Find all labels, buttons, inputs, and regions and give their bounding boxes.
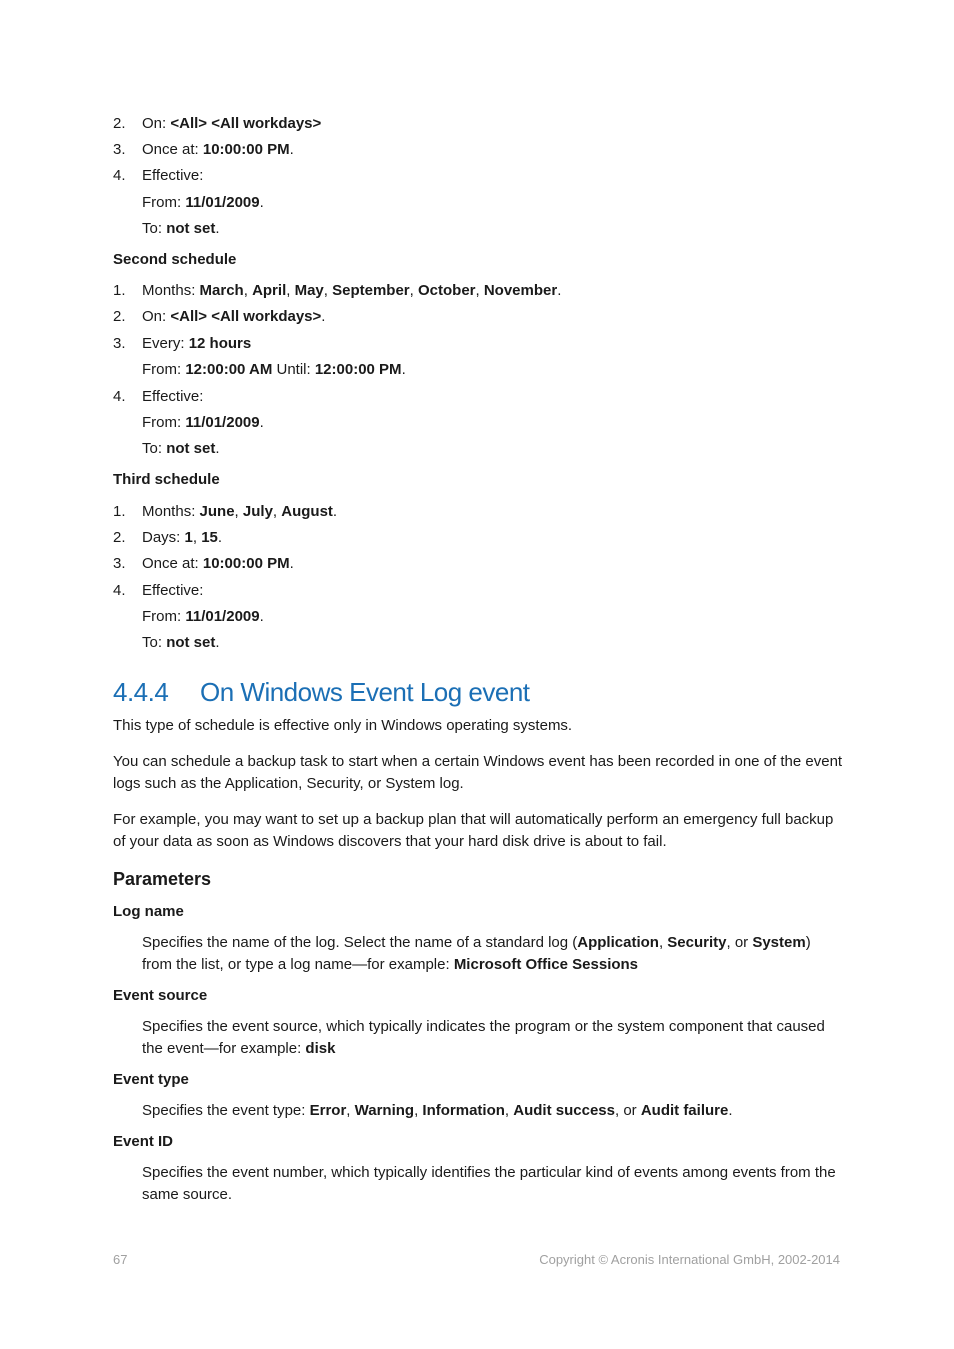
section-title: On Windows Event Log event xyxy=(200,677,530,707)
page-number: 67 xyxy=(113,1252,128,1267)
item-text: On: <All> <All workdays>. xyxy=(142,308,326,325)
event-source-heading: Event source xyxy=(113,987,208,1004)
event-id-description: Specifies the event number, which typically identifies the particular kind of events among events from the same source. xyxy=(142,1164,836,1203)
item-number: 3. xyxy=(113,555,126,572)
item-text: Days: 1, 15. xyxy=(142,529,223,546)
paragraph: You can schedule a backup task to start when a certain Windows event has been recorded in one of the event logs such as the Application, Security, or System log. xyxy=(113,753,843,792)
section-heading xyxy=(113,675,530,709)
item-number: 3. xyxy=(113,335,126,352)
item-text: Effective: xyxy=(142,582,204,599)
event-type-description: Specifies the event type: Error, Warning, Information, Audit success, or Audit failure. xyxy=(142,1102,733,1119)
item-number: 2. xyxy=(113,115,126,132)
event-type-heading: Event type xyxy=(113,1071,189,1088)
section-number: 4.4.4 xyxy=(113,677,169,707)
item-number: 4. xyxy=(113,167,126,184)
parameters-heading: Parameters xyxy=(113,869,212,889)
copyright-notice: Copyright © Acronis International GmbH, 2002-2014 xyxy=(539,1252,840,1267)
item-text: Effective: xyxy=(142,388,204,405)
item-number: 1. xyxy=(113,282,126,299)
item-text: Months: March, April, May, September, October, November. xyxy=(142,282,562,299)
item-number: 1. xyxy=(113,503,126,520)
item-text: Once at: 10:00:00 PM. xyxy=(142,555,294,572)
item-number: 2. xyxy=(113,529,126,546)
item-number: 4. xyxy=(113,388,126,405)
event-source-description: Specifies the event source, which typically indicates the program or the system component that caused the event—for example: disk xyxy=(142,1018,825,1057)
item-text: Months: June, July, August. xyxy=(142,503,338,520)
log-name-heading: Log name xyxy=(113,903,184,920)
item-text: Every: 12 hours xyxy=(142,335,252,352)
item-text: On: <All> <All workdays> xyxy=(142,115,322,132)
third-schedule-heading: Third schedule xyxy=(113,471,220,488)
item-text: Effective: xyxy=(142,167,204,184)
item-number: 3. xyxy=(113,141,126,158)
paragraph: This type of schedule is effective only in Windows operating systems. xyxy=(113,717,573,734)
event-id-heading: Event ID xyxy=(113,1133,174,1150)
log-name-description: Specifies the name of the log. Select the name of a standard log (Application, Security, or System) from the list, or type a log name—for example: Microsoft Office Sessions xyxy=(142,934,811,973)
item-number: 2. xyxy=(113,308,126,325)
item-number: 4. xyxy=(113,582,126,599)
paragraph: For example, you may want to set up a backup plan that will automatically perform an emergency full backup of your data as soon as Windows discovers that your hard disk drive is about to fail. xyxy=(113,811,834,850)
second-schedule-heading: Second schedule xyxy=(113,251,237,268)
item-text: Once at: 10:00:00 PM. xyxy=(142,141,294,158)
